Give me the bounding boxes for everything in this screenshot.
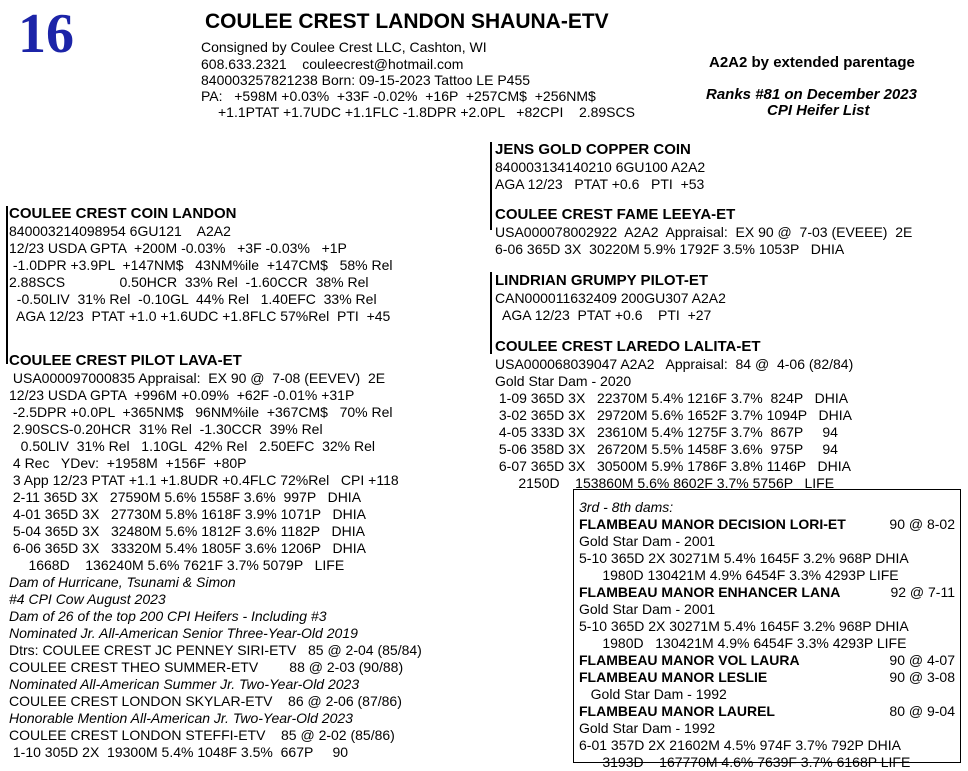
ancestor-dam-text: 5-10 365D 2X 30271M 5.4% 1645F 3.2% 968P DHIA bbox=[579, 618, 909, 634]
dam-line: 12/23 USDA GPTA +996M +0.09% +62F -0.01% +31P bbox=[9, 387, 355, 403]
ancestor-dam-name-row bbox=[579, 669, 955, 686]
ancestor-dam-name-row bbox=[579, 584, 955, 601]
paternal-bracket bbox=[490, 142, 492, 230]
dam-line: 4-01 365D 3X 27730M 5.8% 1618F 3.9% 1071P DHIA bbox=[9, 506, 366, 522]
maternal-granddam bbox=[495, 338, 853, 492]
sire-line: AGA 12/23 PTAT +1.0 +1.6UDC +1.8FLC 57%Rel PTI +45 bbox=[9, 308, 391, 324]
ancestor-dam-record bbox=[579, 635, 955, 652]
dam-note: COULEE CREST THEO SUMMER-ETV 88 @ 2-03 (90/88) bbox=[9, 659, 404, 675]
ancestor-dam-record bbox=[579, 618, 955, 635]
ancestor-dam-name: FLAMBEAU MANOR LESLIE bbox=[579, 669, 768, 685]
maternal-grandsire-line: AGA 12/23 PTAT +0.6 PTI +27 bbox=[495, 307, 712, 323]
ancestor-dam-name: FLAMBEAU MANOR VOL LAURA bbox=[579, 652, 800, 668]
dam-line: 1668D 136240M 5.6% 7621F 3.7% 5079P LIFE bbox=[9, 557, 345, 573]
ancestor-dam-record bbox=[579, 567, 955, 584]
ancestor-dams-header: 3rd - 8th dams: bbox=[579, 499, 674, 515]
lot-number: 16 bbox=[18, 3, 74, 65]
dam-line: USA000097000835 Appraisal: EX 90 @ 7-08 (EEVEV) 2E bbox=[9, 370, 386, 386]
ancestor-dam-record bbox=[579, 754, 955, 771]
maternal-bracket bbox=[490, 272, 492, 354]
ancestor-dam-name-row bbox=[579, 652, 955, 669]
maternal-grandsire-line: CAN000011632409 200GU307 A2A2 bbox=[495, 290, 726, 306]
dam-note: Nominated All-American Summer Jr. Two-Year-Old 2023 bbox=[9, 676, 360, 692]
maternal-granddam-line: Gold Star Dam - 2020 bbox=[495, 373, 632, 389]
ancestor-dam-record bbox=[579, 601, 955, 618]
ancestor-dam-text: 1980D 130421M 4.9% 6454F 3.3% 4293P LIFE bbox=[579, 635, 907, 651]
dam-note: #4 CPI Cow August 2023 bbox=[9, 591, 166, 607]
ancestor-dam-score: 90 @ 4-07 bbox=[889, 652, 955, 668]
ancestor-dam-name-row bbox=[579, 516, 955, 533]
paternal-grandsire-name: JENS GOLD COPPER COIN bbox=[495, 141, 691, 158]
sire-line: 840003214098954 6GU121 A2A2 bbox=[9, 223, 231, 239]
ancestor-dam-name: FLAMBEAU MANOR ENHANCER LANA bbox=[579, 584, 841, 600]
maternal-granddam-line: 3-02 365D 3X 29720M 5.6% 1652F 3.7% 1094P DHIA bbox=[495, 407, 852, 423]
ancestor-dam-score: 90 @ 8-02 bbox=[889, 516, 955, 532]
ancestor-dam-score: 92 @ 7-11 bbox=[890, 584, 955, 600]
animal-name: COULEE CREST LANDON SHAUNA-ETV bbox=[205, 10, 609, 33]
a2-status: A2A2 by extended parentage bbox=[709, 54, 915, 71]
ancestor-dam-name: FLAMBEAU MANOR LAUREL bbox=[579, 703, 775, 719]
dam-line: 3 App 12/23 PTAT +1.1 +1.8UDR +0.4FLC 72%Rel CPI +118 bbox=[9, 472, 399, 488]
sire bbox=[9, 205, 393, 325]
dam-line: 2-11 365D 3X 27590M 5.6% 1558F 3.6% 997P DHIA bbox=[9, 489, 362, 505]
sire-line: -1.0DPR +3.9PL +147NM$ 43NM%ile +147CM$ 58% Rel bbox=[9, 257, 393, 273]
dam bbox=[9, 352, 422, 761]
contact-info: 608.633.2321 couleecrest@hotmail.com bbox=[201, 56, 464, 72]
ancestor-dam-record bbox=[579, 550, 955, 567]
dam-note: Dtrs: COULEE CREST JC PENNEY SIRI-ETV 85 @ 2-04 (85/84) bbox=[9, 642, 422, 658]
paternal-granddam-line: 6-06 365D 3X 30220M 5.9% 1792F 3.5% 1053P DHIA bbox=[495, 241, 845, 257]
ancestor-dam-name-row bbox=[579, 703, 955, 720]
paternal-grandsire bbox=[495, 141, 705, 193]
maternal-granddam-line: 4-05 333D 3X 23610M 5.4% 1275F 3.7% 867P 94 bbox=[495, 424, 838, 440]
ancestor-dam-text: 3193D 167770M 4.6% 7639F 3.7% 6168P LIFE bbox=[579, 754, 911, 770]
dam-note: COULEE CREST LONDON SKYLAR-ETV 86 @ 2-06 (87/86) bbox=[9, 693, 402, 709]
maternal-grandsire-name: LINDRIAN GRUMPY PILOT-ET bbox=[495, 272, 709, 289]
ancestor-dam-score: 90 @ 3-08 bbox=[889, 669, 955, 685]
ancestor-dam-record bbox=[579, 533, 955, 550]
paternal-grandsire-line: AGA 12/23 PTAT +0.6 PTI +53 bbox=[495, 176, 705, 192]
rank-line-2: CPI Heifer List bbox=[767, 102, 870, 119]
sire-name: COULEE CREST COIN LANDON bbox=[9, 205, 237, 222]
dam-line: 5-04 365D 3X 32480M 5.6% 1812F 3.6% 1182P DHIA bbox=[9, 523, 365, 539]
maternal-granddam-line: 2150D 153860M 5.6% 8602F 3.7% 5756P LIFE bbox=[495, 475, 835, 491]
ancestor-dam-text: Gold Star Dam - 1992 bbox=[579, 720, 716, 736]
dam-line: 0.50LIV 31% Rel 1.10GL 42% Rel 2.50EFC 32% Rel bbox=[9, 438, 376, 454]
ancestor-dam-text: 6-01 357D 2X 21602M 4.5% 974F 3.7% 792P DHIA bbox=[579, 737, 901, 753]
consignor: Consigned by Coulee Crest LLC, Cashton, WI bbox=[201, 39, 487, 55]
ancestor-dam-text: Gold Star Dam - 2001 bbox=[579, 533, 716, 549]
ancestor-dam-name: FLAMBEAU MANOR DECISION LORI-ET bbox=[579, 516, 846, 532]
maternal-grandsire bbox=[495, 272, 726, 324]
ancestor-dams-box bbox=[573, 489, 961, 770]
rank-line-1: Ranks #81 on December 2023 bbox=[706, 86, 917, 103]
paternal-granddam-line: USA000078002922 A2A2 Appraisal: EX 90 @ 7-03 (EVEEE) 2E bbox=[495, 224, 913, 240]
ancestor-dam-text: 1980D 130421M 4.9% 6454F 3.3% 4293P LIFE bbox=[579, 567, 899, 583]
paternal-grandsire-line: 840003134140210 6GU100 A2A2 bbox=[495, 159, 706, 175]
ancestor-dam-record bbox=[579, 686, 955, 703]
maternal-granddam-line: 1-09 365D 3X 22370M 5.4% 1216F 3.7% 824P DHIA bbox=[495, 390, 849, 406]
paternal-granddam bbox=[495, 206, 912, 258]
maternal-granddam-line: 6-07 365D 3X 30500M 5.9% 1786F 3.8% 1146P DHIA bbox=[495, 458, 851, 474]
dam-note: Dam of 26 of the top 200 CPI Heifers - Including #3 bbox=[9, 608, 327, 624]
dam-name: COULEE CREST PILOT LAVA-ET bbox=[9, 352, 242, 369]
pa-line-1: PA: +598M +0.03% +33F -0.02% +16P +257CM$ +256NM$ bbox=[201, 88, 596, 104]
dam-note: COULEE CREST LONDON STEFFI-ETV 85 @ 2-02 (85/86) bbox=[9, 727, 395, 743]
dam-line: -2.5DPR +0.0PL +365NM$ 96NM%ile +367CM$ 70% Rel bbox=[9, 404, 393, 420]
dam-line: 4 Rec YDev: +1958M +156F +80P bbox=[9, 455, 247, 471]
dam-note: 1-10 305D 2X 19300M 5.4% 1048F 3.5% 667P 90 bbox=[9, 744, 349, 760]
pa-line-2: +1.1PTAT +1.7UDC +1.1FLC -1.8DPR +2.0PL +82CPI 2.89SCS bbox=[218, 104, 635, 120]
dam-line: 6-06 365D 3X 33320M 5.4% 1805F 3.6% 1206P DHIA bbox=[9, 540, 366, 556]
maternal-granddam-name: COULEE CREST LAREDO LALITA-ET bbox=[495, 338, 761, 355]
paternal-granddam-name: COULEE CREST FAME LEEYA-ET bbox=[495, 206, 736, 223]
dam-note: Honorable Mention All-American Jr. Two-Year-Old 2023 bbox=[9, 710, 353, 726]
ancestor-dam-text: Gold Star Dam - 2001 bbox=[579, 601, 716, 617]
maternal-granddam-line: USA000068039047 A2A2 Appraisal: 84 @ 4-06 (82/84) bbox=[495, 356, 854, 372]
maternal-granddam-line: 5-06 358D 3X 26720M 5.5% 1458F 3.6% 975P 94 bbox=[495, 441, 838, 457]
dam-line: 2.90SCS-0.20HCR 31% Rel -1.30CCR 39% Rel bbox=[9, 421, 323, 437]
ancestor-dam-record bbox=[579, 737, 955, 754]
ancestor-dam-score: 80 @ 9-04 bbox=[889, 703, 955, 719]
ancestor-dam-record bbox=[579, 720, 955, 737]
sire-line: 12/23 USDA GPTA +200M -0.03% +3F -0.03% +1P bbox=[9, 240, 347, 256]
ancestor-dam-text: 5-10 365D 2X 30271M 5.4% 1645F 3.2% 968P DHIA bbox=[579, 550, 909, 566]
sire-bracket bbox=[6, 206, 8, 364]
animal-id: 840003257821238 Born: 09-15-2023 Tattoo LE P455 bbox=[201, 72, 531, 88]
dam-note: Dam of Hurricane, Tsunami & Simon bbox=[9, 574, 236, 590]
sire-line: 2.88SCS 0.50HCR 33% Rel -1.60CCR 38% Rel bbox=[9, 274, 369, 290]
ancestor-dam-text: Gold Star Dam - 1992 bbox=[579, 686, 727, 702]
sire-line: -0.50LIV 31% Rel -0.10GL 44% Rel 1.40EFC 33% Rel bbox=[9, 291, 377, 307]
dam-note: Nominated Jr. All-American Senior Three-Year-Old 2019 bbox=[9, 625, 358, 641]
